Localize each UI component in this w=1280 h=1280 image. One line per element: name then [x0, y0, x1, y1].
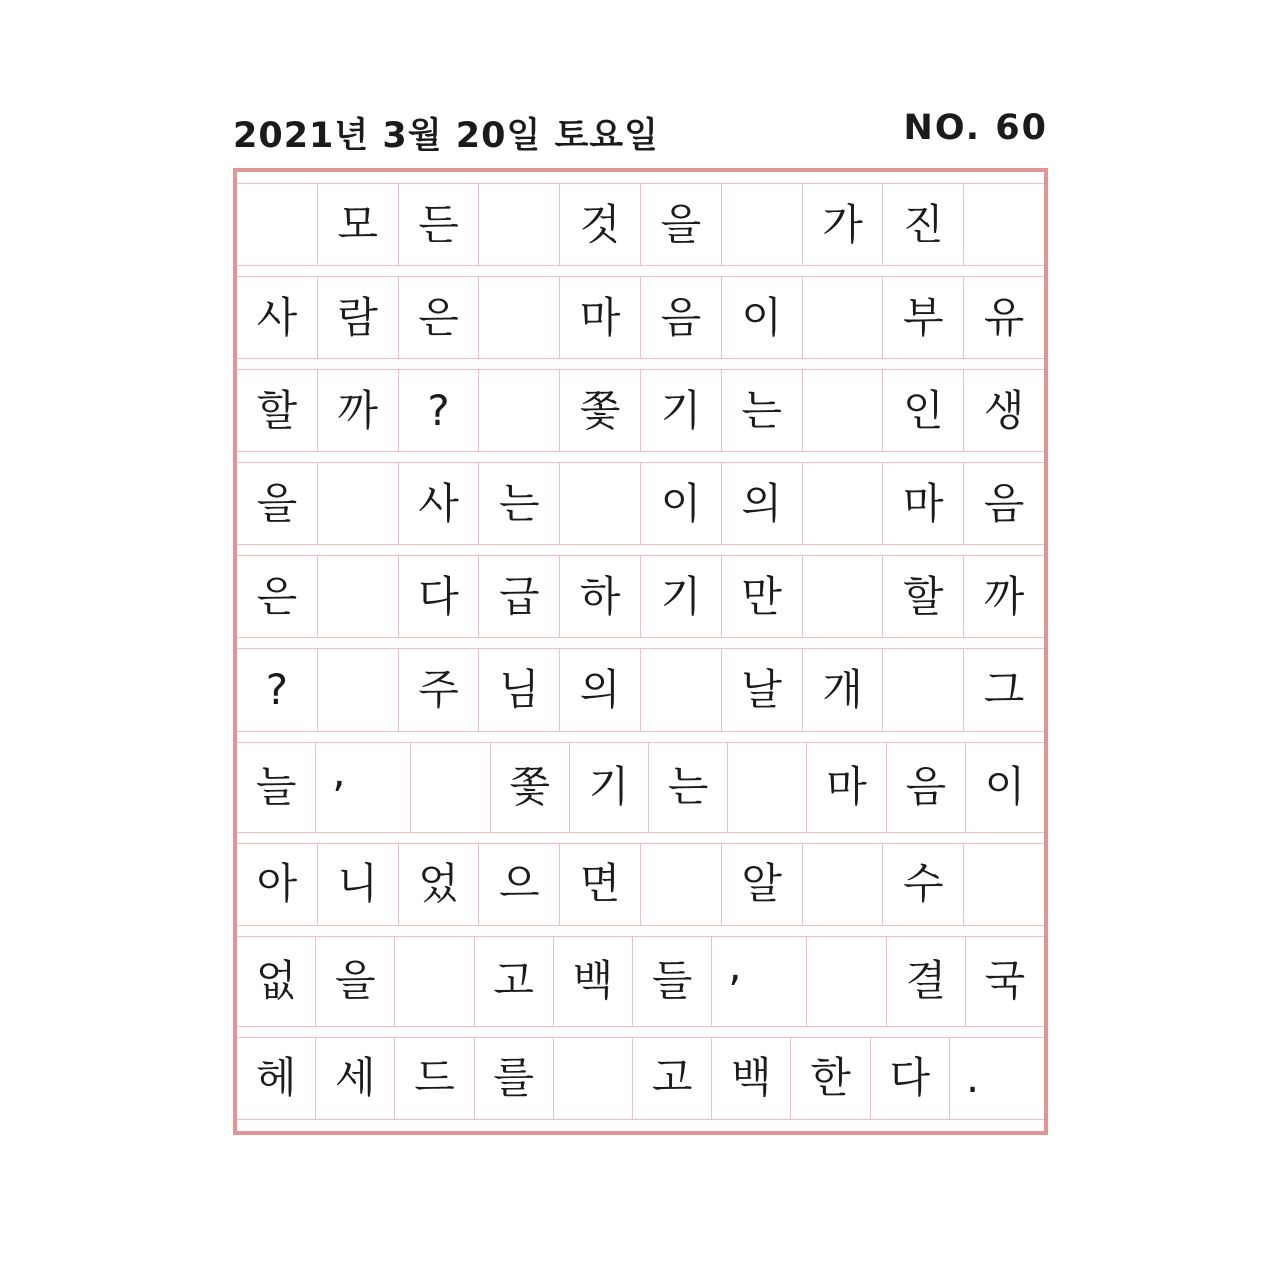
- grid-cell: 생: [963, 370, 1044, 451]
- grid-cell: 님: [478, 649, 559, 730]
- grid-cell: 을: [256, 478, 298, 528]
- grid-cell: 음: [886, 743, 965, 832]
- date-heading: 2021년 3월 20일 토요일: [233, 116, 659, 156]
- grid-cell: 진: [882, 184, 963, 265]
- grid-row: [237, 1038, 1044, 1119]
- grid-cell: 할: [256, 385, 298, 435]
- grid-cell: 의: [721, 463, 802, 544]
- grid-cell: 아: [256, 859, 298, 909]
- grid-cell: 들: [632, 937, 711, 1026]
- grid-cell: [727, 743, 806, 832]
- grid-cell: 그: [963, 649, 1044, 730]
- grid-cell: 고: [632, 1038, 711, 1119]
- grid-cell: [317, 463, 398, 544]
- grid-row: [237, 844, 1044, 925]
- grid-cell: 없: [255, 956, 297, 1006]
- grid-cell: 유: [963, 277, 1044, 358]
- grid-cell: 날: [721, 649, 802, 730]
- grid-cell: 사: [256, 292, 298, 342]
- grid-cell: [802, 463, 883, 544]
- row-spacer-band: [237, 172, 1044, 184]
- grid-cell: 마: [559, 277, 640, 358]
- grid-cell: [640, 844, 721, 925]
- grid-cell: 쫓: [490, 743, 569, 832]
- row-spacer-band: [237, 637, 1044, 649]
- grid-cell: [963, 844, 1044, 925]
- grid-cell: 든: [398, 184, 479, 265]
- grid-cell: [882, 649, 963, 730]
- grid-cell: 람: [317, 277, 398, 358]
- grid-cell: [394, 937, 473, 1026]
- grid-cell: 을: [640, 184, 721, 265]
- grid-cell: 까: [963, 556, 1044, 637]
- grid-cell: [802, 370, 883, 451]
- grid-row: [237, 370, 1044, 451]
- grid-cell: [806, 937, 885, 1026]
- grid-row: [237, 184, 1044, 265]
- grid-cell: 다: [398, 556, 479, 637]
- row-spacer-band: [237, 358, 1044, 370]
- grid-cell: 으: [478, 844, 559, 925]
- grid-cell: 백: [553, 937, 632, 1026]
- grid-cell: 면: [559, 844, 640, 925]
- grid-cell: [317, 556, 398, 637]
- row-spacer-band: [237, 731, 1044, 743]
- grid-cell: [237, 184, 317, 265]
- row-spacer-band: [237, 544, 1044, 556]
- grid-cell: [478, 184, 559, 265]
- grid-cell: [317, 649, 398, 730]
- grid-cell: 국: [965, 937, 1044, 1026]
- grid-cell: 기: [569, 743, 648, 832]
- grid-cell: [478, 370, 559, 451]
- row-spacer-band: [237, 925, 1044, 937]
- grid-cell: 세: [315, 1038, 394, 1119]
- grid-cell: 결: [886, 937, 965, 1026]
- grid-cell: .: [949, 1038, 1044, 1119]
- grid-cell: 것: [559, 184, 640, 265]
- grid-cell: 는: [478, 463, 559, 544]
- grid-cell: 주: [398, 649, 479, 730]
- row-spacer-band: [237, 451, 1044, 463]
- grid-cell: [802, 277, 883, 358]
- grid-cell: 기: [640, 556, 721, 637]
- grid-cell: 고: [474, 937, 553, 1026]
- grid-cell: 백: [711, 1038, 790, 1119]
- grid-cell: [559, 463, 640, 544]
- grid-cell: 의: [559, 649, 640, 730]
- grid-cell: 를: [474, 1038, 553, 1119]
- grid-cell: 부: [882, 277, 963, 358]
- grid-cell: ,: [711, 937, 806, 1026]
- grid-cell: 는: [721, 370, 802, 451]
- grid-row: [237, 277, 1044, 358]
- grid-cell: 다: [870, 1038, 949, 1119]
- grid-cell: 개: [802, 649, 883, 730]
- grid-cell: [410, 743, 489, 832]
- grid-cell: 사: [398, 463, 479, 544]
- grid-cell: 늘: [255, 762, 297, 812]
- grid-cell: 알: [721, 844, 802, 925]
- grid-cell: 쫓: [559, 370, 640, 451]
- grid-row: [237, 743, 1044, 832]
- grid-cell: 할: [882, 556, 963, 637]
- page-number: NO. 60: [903, 108, 1048, 148]
- grid-cell: 가: [802, 184, 883, 265]
- row-spacer-band: [237, 1119, 1044, 1131]
- grid-cell: 하: [559, 556, 640, 637]
- grid-cell: 수: [882, 844, 963, 925]
- grid-cell: 은: [256, 571, 298, 621]
- grid-cell: 인: [882, 370, 963, 451]
- manuscript-grid: [233, 168, 1048, 1135]
- grid-cell: 이: [640, 463, 721, 544]
- grid-cell: 까: [317, 370, 398, 451]
- grid-cell: [802, 556, 883, 637]
- grid-cell: 모: [317, 184, 398, 265]
- grid-cell: 급: [478, 556, 559, 637]
- grid-row: [237, 937, 1044, 1026]
- grid-cell: [721, 184, 802, 265]
- grid-cell: 기: [640, 370, 721, 451]
- grid-cell: ?: [265, 665, 289, 715]
- grid-cell: [963, 184, 1044, 265]
- grid-cell: 은: [398, 277, 479, 358]
- grid-cell: 이: [721, 277, 802, 358]
- row-spacer-band: [237, 1026, 1044, 1038]
- grid-cell: 마: [882, 463, 963, 544]
- grid-row: [237, 463, 1044, 544]
- grid-cell: [478, 277, 559, 358]
- grid-cell: [640, 649, 721, 730]
- grid-cell: 니: [317, 844, 398, 925]
- grid-cell: 음: [963, 463, 1044, 544]
- row-spacer-band: [237, 265, 1044, 277]
- grid-cell: 한: [790, 1038, 869, 1119]
- row-spacer-band: [237, 832, 1044, 844]
- grid-cell: ,: [315, 743, 410, 832]
- grid-cell: 헤: [255, 1053, 297, 1103]
- grid-cell: 만: [721, 556, 802, 637]
- grid-cell: 음: [640, 277, 721, 358]
- grid-cell: 을: [315, 937, 394, 1026]
- grid-row: [237, 556, 1044, 637]
- grid-cell: 드: [394, 1038, 473, 1119]
- grid-cell: ?: [398, 370, 479, 451]
- grid-cell: 마: [806, 743, 885, 832]
- grid-cell: 는: [648, 743, 727, 832]
- grid-cell: 이: [965, 743, 1044, 832]
- grid-cell: 었: [398, 844, 479, 925]
- grid-cell: [802, 844, 883, 925]
- grid-row: [237, 649, 1044, 730]
- grid-cell: [553, 1038, 632, 1119]
